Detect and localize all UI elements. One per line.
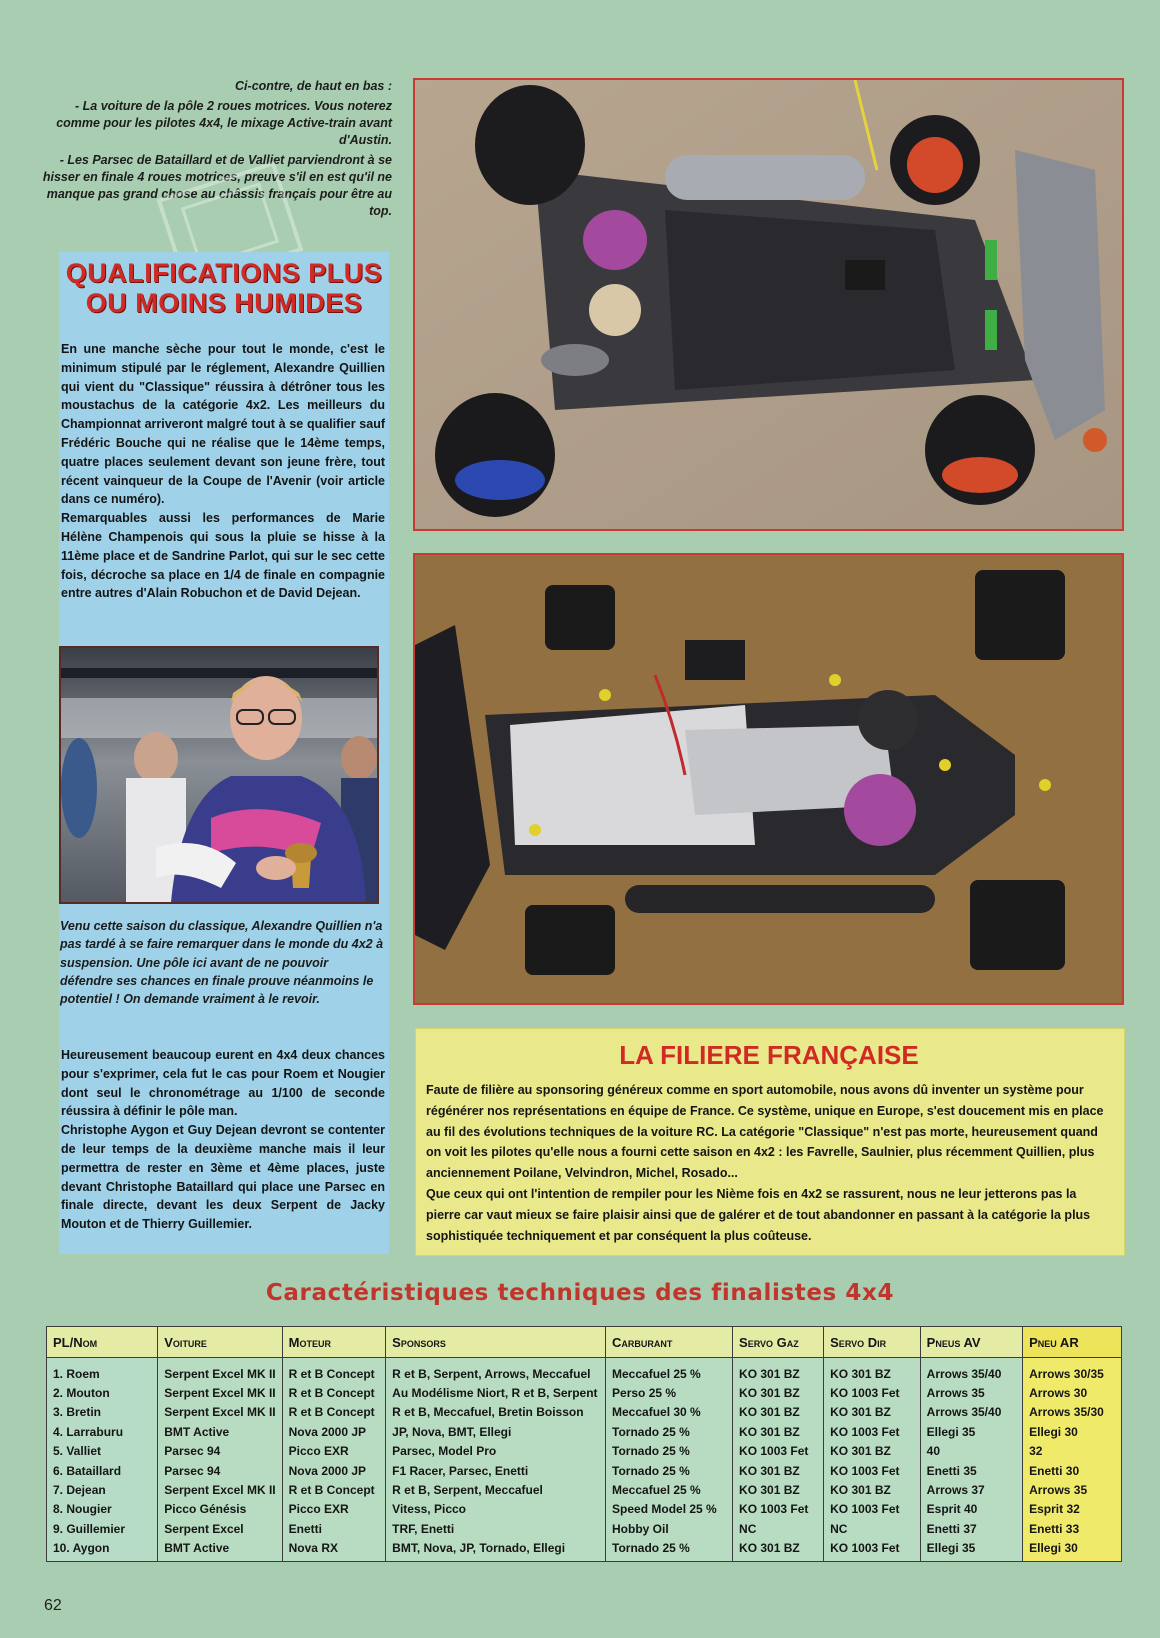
table-row — [47, 1500, 1122, 1519]
table-cell: Arrows 35/30 — [1023, 1403, 1122, 1422]
table-cell: 2. Mouton — [47, 1383, 158, 1402]
filiere-paragraph-1: Faute de filière au sponsoring généreux comme en sport automobile, nous avons dû inventer un système pour régénérer nos représentations en équipe de France. Ce système, unique en Europe, s'est doucement mis en place au fil des évolutions techniques de la voiture RC. La catégorie "Classique" n'est pas morte, heureusement quand on voit les pilotes qu'elle nous a fourni cette saison en 4x2 : les Favrelle, Saulnier, plus récemment Quillien, plus anciennement Poilane, Velvindron, Michel, Rosado... — [426, 1083, 1104, 1181]
table-cell: Arrows 35/40 — [920, 1358, 1022, 1384]
table-cell: Nova 2000 JP — [282, 1422, 386, 1441]
table-cell: NC — [824, 1519, 921, 1538]
table-cell: 8. Nougier — [47, 1500, 158, 1519]
header-sponsors: Sponsors — [386, 1327, 606, 1358]
table-cell: Serpent Excel — [158, 1519, 282, 1538]
table-row — [47, 1422, 1122, 1441]
header-voiture: Voiture — [158, 1327, 282, 1358]
table-row — [47, 1461, 1122, 1480]
table-cell: 1. Roem — [47, 1358, 158, 1384]
table-cell: Arrows 37 — [920, 1480, 1022, 1499]
specs-table-title: Caractéristiques techniques des finalistes 4x4 — [265, 1280, 895, 1306]
table-cell: KO 301 BZ — [733, 1403, 824, 1422]
table-cell: 32 — [1023, 1442, 1122, 1461]
qualifications-body — [61, 340, 385, 603]
table-cell: Tornado 25 % — [606, 1539, 733, 1562]
table-cell: KO 1003 Fet — [824, 1539, 921, 1562]
header-pneu-ar: Pneu AR — [1023, 1327, 1122, 1358]
table-cell: Meccafuel 25 % — [606, 1358, 733, 1384]
header-servo-gaz: Servo Gaz — [733, 1327, 824, 1358]
table-cell: R et B, Meccafuel, Bretin Boisson — [386, 1403, 606, 1422]
table-cell: KO 1003 Fet — [733, 1500, 824, 1519]
table-cell: Ellegi 35 — [920, 1422, 1022, 1441]
table-cell: KO 301 BZ — [733, 1539, 824, 1562]
table-cell: 9. Guillemier — [47, 1519, 158, 1538]
table-cell: BMT, Nova, JP, Tornado, Ellegi — [386, 1539, 606, 1562]
table-cell: Esprit 32 — [1023, 1500, 1122, 1519]
table-cell: KO 301 BZ — [733, 1383, 824, 1402]
table-cell: Ellegi 35 — [920, 1539, 1022, 1562]
table-cell: Parsec 94 — [158, 1442, 282, 1461]
table-cell: KO 301 BZ — [824, 1480, 921, 1499]
table-cell: KO 301 BZ — [733, 1358, 824, 1384]
table-cell: R et B Concept — [282, 1383, 386, 1402]
table-cell: Parsec, Model Pro — [386, 1442, 606, 1461]
table-cell: 6. Bataillard — [47, 1461, 158, 1480]
qualifications-paragraph-1: En une manche sèche pour tout le monde, c'est le minimum stipulé par le réglement, Alexandre Quillien qui vient du "Classique" réussira à détrôner tous les moustachus de la catégorie 4x2. Les meilleurs du Championnat arriveront malgré tout à se qualifier sauf Frédéric Bouche qui ne réalise que le 14ème temps, quatre places seulement devant son jeune frère, tout récent vainqueur de la Coupe de l'Avenir (voir article dans ce numéro). — [61, 342, 385, 507]
table-cell: Arrows 35 — [1023, 1480, 1122, 1499]
table-cell: Meccafuel 25 % — [606, 1480, 733, 1499]
filiere-body — [426, 1080, 1114, 1246]
table-cell: Picco Génésis — [158, 1500, 282, 1519]
table-cell: Arrows 35 — [920, 1383, 1022, 1402]
qualifications-heading — [59, 258, 389, 318]
table-row — [47, 1442, 1122, 1461]
results-paragraph-1: Heureusement beaucoup eurent en 4x4 deux chances pour s'exprimer, cela fut le cas pour Roem et Nougier dont seul le chronométrage au 1/100 de seconde réussira à définir le pôle man. — [61, 1048, 385, 1119]
table-cell: Picco EXR — [282, 1500, 386, 1519]
table-cell: JP, Nova, BMT, Ellegi — [386, 1422, 606, 1441]
table-cell: KO 1003 Fet — [824, 1422, 921, 1441]
table-cell: R et B Concept — [282, 1358, 386, 1384]
table-cell: KO 301 BZ — [733, 1461, 824, 1480]
qualifications-paragraph-2: Remarquables aussi les performances de Marie Hélène Champenois qui sous la pluie se hisse à la 11ème place et de Sandrine Parlot, qui sur le sec cette fois, décroche sa place en 1/4 de finale en compagnie entre autres d'Alain Robuchon et de David Dejean. — [61, 511, 385, 601]
table-cell: Tornado 25 % — [606, 1461, 733, 1480]
table-cell: Ellegi 30 — [1023, 1539, 1122, 1562]
table-cell: Serpent Excel MK II — [158, 1480, 282, 1499]
car-photo-middle — [413, 553, 1124, 1005]
caption-line-1: Ci-contre, de haut en bas : — [235, 79, 392, 93]
table-cell: 40 — [920, 1442, 1022, 1461]
table-cell: Serpent Excel MK II — [158, 1358, 282, 1384]
results-paragraph-2: Christophe Aygon et Guy Dejean devront se contenter de leur temps de la deuxième manche mais il leur permettra de rester en 3ème et 4ème places, juste devant Christophe Bataillard qui place une Parsec en finale directe, devant les deux Serpent de Jacky Mouton et de Thierry Guillemier. — [61, 1123, 385, 1232]
table-cell: KO 301 BZ — [824, 1358, 921, 1384]
table-cell: Enetti 35 — [920, 1461, 1022, 1480]
table-cell: 10. Aygon — [47, 1539, 158, 1562]
car-photo-top — [413, 78, 1124, 531]
table-cell: Meccafuel 30 % — [606, 1403, 733, 1422]
table-cell: Hobby Oil — [606, 1519, 733, 1538]
table-cell: KO 301 BZ — [733, 1480, 824, 1499]
table-cell: 4. Larraburu — [47, 1422, 158, 1441]
table-cell: Picco EXR — [282, 1442, 386, 1461]
table-cell: Esprit 40 — [920, 1500, 1022, 1519]
table-cell: KO 301 BZ — [824, 1403, 921, 1422]
header-carburant: Carburant — [606, 1327, 733, 1358]
table-cell: BMT Active — [158, 1539, 282, 1562]
driver-caption-text: Venu cette saison du classique, Alexandre Quillien n'a pas tardé à se faire remarquer dans le monde du 4x2 à suspension. Une pôle ici avant de ne pouvoir défendre ses chances en finale prouve néanmoins le potentiel ! On demande vraiment à le revoir. — [60, 919, 384, 1007]
table-cell: Serpent Excel MK II — [158, 1403, 282, 1422]
header-pneus-av: Pneus AV — [920, 1327, 1022, 1358]
specs-header-row — [47, 1327, 1122, 1358]
table-cell: TRF, Enetti — [386, 1519, 606, 1538]
table-cell: Enetti 37 — [920, 1519, 1022, 1538]
table-row — [47, 1480, 1122, 1499]
table-cell: Nova RX — [282, 1539, 386, 1562]
table-row — [47, 1403, 1122, 1422]
table-cell: KO 1003 Fet — [824, 1461, 921, 1480]
qualifications-heading-line-1: QUALIFICATIONS PLUS — [65, 258, 383, 288]
table-row — [47, 1519, 1122, 1538]
table-cell: R et B Concept — [282, 1403, 386, 1422]
table-cell: 7. Dejean — [47, 1480, 158, 1499]
table-cell: KO 1003 Fet — [824, 1383, 921, 1402]
table-cell: R et B Concept — [282, 1480, 386, 1499]
results-body — [61, 1046, 385, 1234]
table-row — [47, 1383, 1122, 1402]
header-moteur: Moteur — [282, 1327, 386, 1358]
table-cell: 3. Bretin — [47, 1403, 158, 1422]
filiere-paragraph-2: Que ceux qui ont l'intention de rempiler pour les Nième fois en 4x2 se rassurent, nous ne leur jetterons pas la pierre car vaut mieux se faire plaisir ainsi que de galérer et de tout abandonner en passant à la catégorie la plus sophistiquée techniquement et par conséquent la plus coûteuse. — [426, 1186, 1091, 1243]
table-cell: Arrows 30/35 — [1023, 1358, 1122, 1384]
table-cell: Vitess, Picco — [386, 1500, 606, 1519]
header-servo-dir: Servo Dir — [824, 1327, 921, 1358]
page-number: 62 — [44, 1597, 62, 1614]
table-cell: KO 1003 Fet — [824, 1500, 921, 1519]
table-cell: F1 Racer, Parsec, Enetti — [386, 1461, 606, 1480]
table-cell: Parsec 94 — [158, 1461, 282, 1480]
table-cell: R et B, Serpent, Meccafuel — [386, 1480, 606, 1499]
table-cell: R et B, Serpent, Arrows, Meccafuel — [386, 1358, 606, 1384]
table-row — [47, 1358, 1122, 1384]
table-cell: BMT Active — [158, 1422, 282, 1441]
table-cell: Tornado 25 % — [606, 1442, 733, 1461]
specs-table — [46, 1326, 1122, 1562]
table-cell: 5. Valliet — [47, 1442, 158, 1461]
header-pl-nom: PL/Nom — [47, 1327, 158, 1358]
table-cell: Au Modélisme Niort, R et B, Serpent — [386, 1383, 606, 1402]
filiere-heading: LA FILIERE FRANÇAISE — [619, 1040, 919, 1070]
table-cell: KO 1003 Fet — [733, 1442, 824, 1461]
qualifications-heading-line-2: OU MOINS HUMIDES — [85, 288, 363, 318]
table-cell: Nova 2000 JP — [282, 1461, 386, 1480]
table-cell: Perso 25 % — [606, 1383, 733, 1402]
table-cell: Serpent Excel MK II — [158, 1383, 282, 1402]
table-cell: KO 301 BZ — [824, 1442, 921, 1461]
table-cell: Ellegi 30 — [1023, 1422, 1122, 1441]
table-row — [47, 1539, 1122, 1562]
table-cell: Arrows 30 — [1023, 1383, 1122, 1402]
table-cell: Enetti 33 — [1023, 1519, 1122, 1538]
table-cell: Speed Model 25 % — [606, 1500, 733, 1519]
table-cell: NC — [733, 1519, 824, 1538]
caption-line-3: - Les Parsec de Bataillard et de Valliet parviendront à se hisser en finale 4 roues motrices, preuve s'il en est qu'il ne manque pas grand chose au châssis français pour être au top. — [42, 153, 392, 218]
table-cell: Tornado 25 % — [606, 1422, 733, 1441]
driver-photo-caption — [60, 917, 384, 1008]
table-cell: KO 301 BZ — [733, 1422, 824, 1441]
table-cell: Enetti 30 — [1023, 1461, 1122, 1480]
table-cell: Enetti — [282, 1519, 386, 1538]
caption-line-2: - La voiture de la pôle 2 roues motrices. Vous noterez comme pour les pilotes 4x4, le mixage Active-train avant d'Austin. — [56, 99, 392, 147]
driver-photo — [59, 646, 379, 904]
table-cell: Arrows 35/40 — [920, 1403, 1022, 1422]
